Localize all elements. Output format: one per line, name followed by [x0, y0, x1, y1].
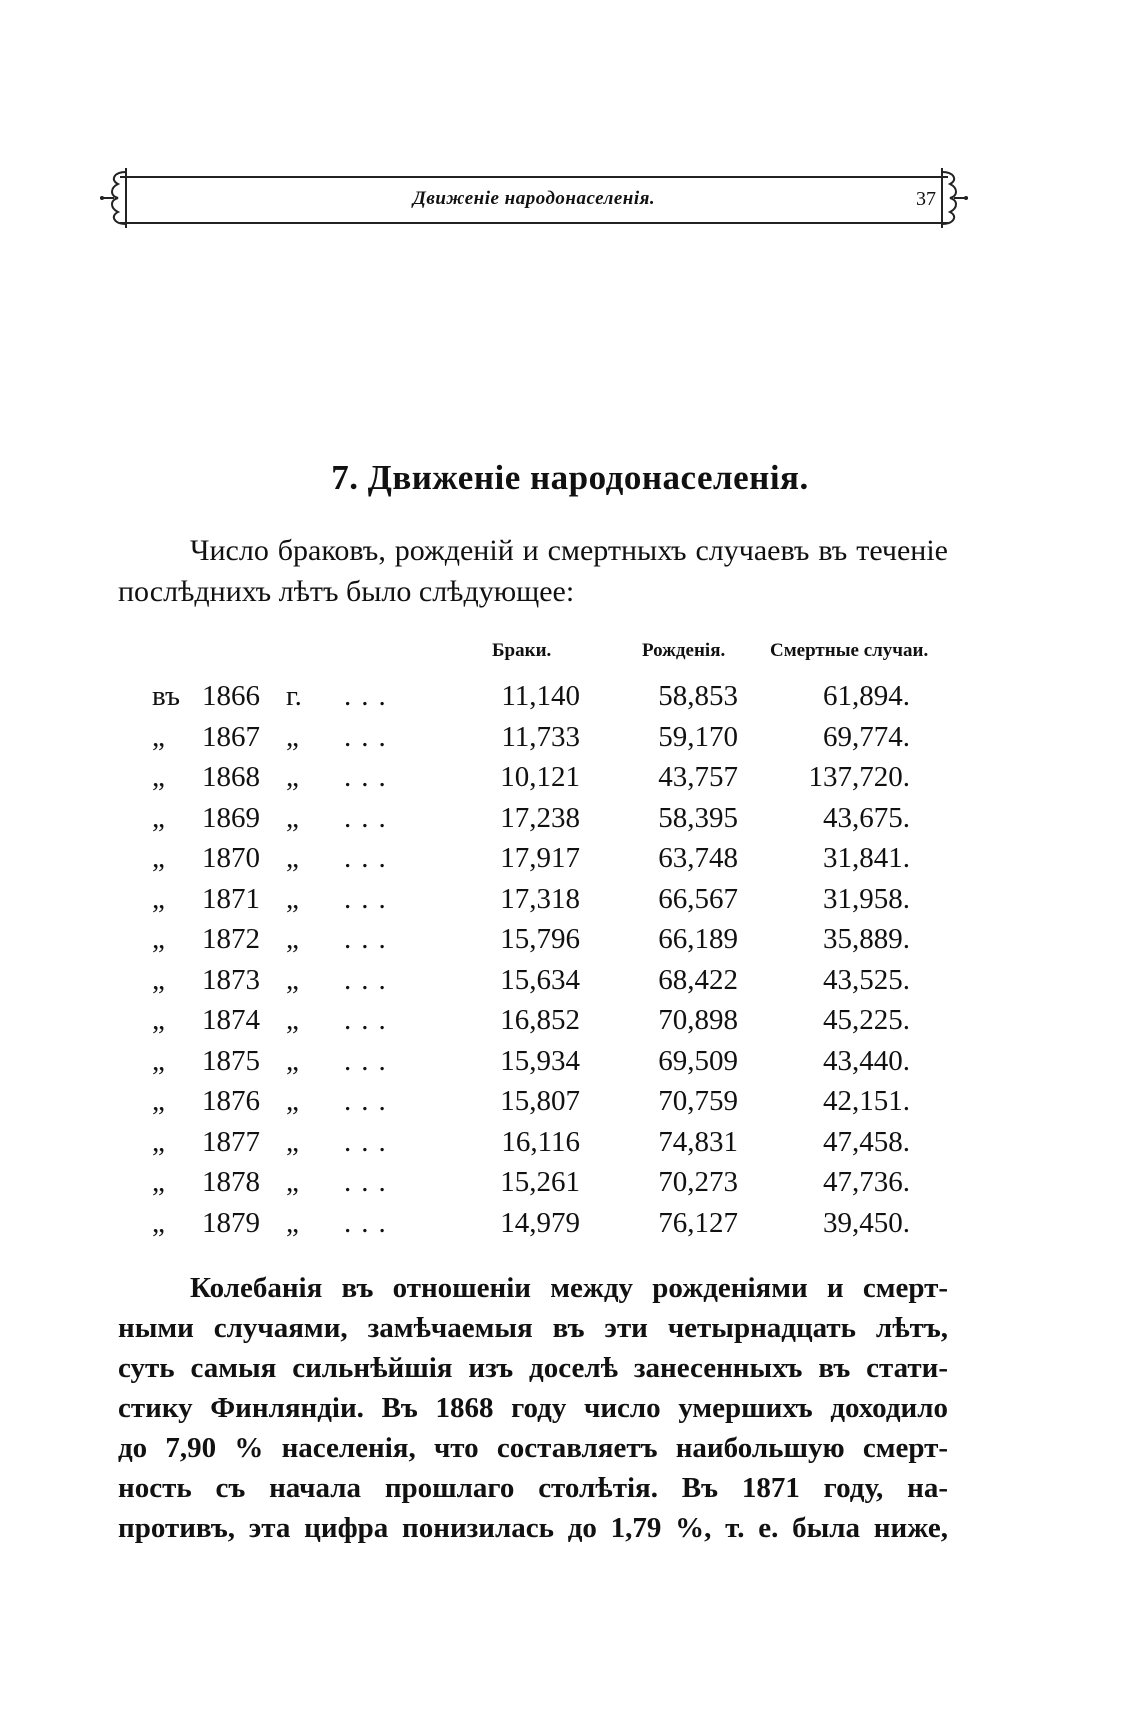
row-suffix: „	[286, 1125, 299, 1158]
row-marriages: 15,934	[500, 1044, 580, 1077]
row-marriages: 11,733	[501, 720, 580, 753]
row-year: 1879	[202, 1206, 260, 1239]
row-leader-dots: ...	[344, 882, 396, 915]
row-year: 1867	[202, 720, 260, 753]
row-suffix: „	[286, 1085, 299, 1117]
row-suffix: „	[286, 923, 299, 955]
row-year: 1872	[202, 923, 260, 955]
row-deaths: 42,151.	[823, 1085, 910, 1117]
row-deaths: 69,774.	[823, 720, 910, 753]
row-deaths: 39,450.	[823, 1206, 910, 1239]
body-line: до 7,90 % населенія, что составляетъ наибольшую смерт-	[118, 1432, 948, 1464]
row-leader-dots: ...	[344, 1085, 396, 1117]
row-deaths: 43,675.	[823, 801, 910, 834]
row-year: 1866	[202, 680, 260, 712]
row-prefix: „	[152, 1044, 165, 1077]
row-deaths: 45,225.	[823, 1004, 910, 1036]
row-leader-dots: ...	[344, 680, 396, 712]
row-prefix: „	[152, 761, 165, 793]
body-line: противъ, эта цифра понизилась до 1,79 %, т. е. была ниже,	[118, 1512, 948, 1544]
row-year: 1871	[202, 882, 260, 915]
body-line: ными случаями, замѣчаемыя въ эти четырнадцать лѣтъ,	[118, 1312, 948, 1344]
row-year: 1876	[202, 1085, 260, 1117]
row-births: 66,189	[658, 923, 738, 955]
row-suffix: „	[286, 882, 299, 915]
table-row	[0, 1000, 1140, 1040]
row-suffix: „	[286, 720, 299, 753]
body-paragraph	[118, 1268, 948, 1548]
column-header-births: Рожденія.	[642, 640, 726, 661]
row-marriages: 15,796	[500, 923, 580, 955]
row-leader-dots: ...	[344, 1125, 396, 1158]
row-births: 66,567	[658, 882, 738, 915]
row-births: 74,831	[658, 1125, 738, 1158]
row-year: 1868	[202, 761, 260, 793]
row-suffix: г.	[286, 680, 302, 712]
statistics-table	[0, 640, 1140, 1240]
row-suffix: „	[286, 963, 299, 996]
row-births: 70,759	[658, 1085, 738, 1117]
row-births: 59,170	[658, 720, 738, 753]
row-marriages: 17,238	[500, 801, 580, 834]
table-row	[0, 919, 1140, 959]
running-head	[96, 162, 972, 226]
row-births: 43,757	[658, 761, 738, 793]
row-prefix: „	[152, 720, 165, 753]
row-deaths: 47,736.	[823, 1166, 910, 1198]
row-births: 68,422	[658, 963, 738, 996]
body-line: стику Финляндіи. Въ 1868 году число умершихъ доходило	[118, 1392, 948, 1424]
row-leader-dots: ...	[344, 963, 396, 996]
column-header-marriages: Браки.	[492, 640, 552, 661]
row-prefix: „	[152, 1004, 165, 1036]
row-marriages: 15,807	[500, 1085, 580, 1117]
row-births: 69,509	[658, 1044, 738, 1077]
body-line: Колебанія въ отношеніи между рожденіями и смерт-	[190, 1272, 948, 1304]
row-deaths: 31,841.	[823, 842, 910, 874]
row-marriages: 17,318	[500, 882, 580, 915]
running-head-title: Движеніе народонаселенія.	[412, 188, 656, 209]
row-year: 1877	[202, 1125, 260, 1158]
row-leader-dots: ...	[344, 1166, 396, 1198]
row-prefix: „	[152, 1125, 165, 1158]
row-year: 1874	[202, 1004, 260, 1036]
row-year: 1870	[202, 842, 260, 874]
row-births: 63,748	[658, 842, 738, 874]
row-year: 1869	[202, 801, 260, 834]
table-row	[0, 1041, 1140, 1081]
row-births: 58,853	[658, 680, 738, 712]
table-row	[0, 1203, 1140, 1243]
row-prefix: „	[152, 801, 165, 834]
table-row	[0, 676, 1140, 716]
row-marriages: 16,116	[501, 1125, 580, 1158]
row-prefix: „	[152, 842, 165, 874]
row-suffix: „	[286, 842, 299, 874]
row-year: 1878	[202, 1166, 260, 1198]
row-leader-dots: ...	[344, 923, 396, 955]
table-row	[0, 960, 1140, 1000]
row-leader-dots: ...	[344, 761, 396, 793]
row-marriages: 15,261	[500, 1166, 580, 1198]
row-suffix: „	[286, 761, 299, 793]
row-year: 1873	[202, 963, 260, 996]
row-prefix: „	[152, 963, 165, 996]
row-prefix: „	[152, 1166, 165, 1198]
row-leader-dots: ...	[344, 1004, 396, 1036]
row-marriages: 15,634	[500, 963, 580, 996]
table-row	[0, 1162, 1140, 1202]
row-leader-dots: ...	[344, 842, 396, 874]
row-prefix: „	[152, 1085, 165, 1117]
row-suffix: „	[286, 1206, 299, 1239]
row-deaths: 43,440.	[823, 1044, 910, 1077]
table-row	[0, 879, 1140, 919]
body-line: ность съ начала прошлаго столѣтія. Въ 1871 году, на-	[118, 1472, 948, 1504]
table-row	[0, 1122, 1140, 1162]
row-suffix: „	[286, 1166, 299, 1198]
table-row	[0, 717, 1140, 757]
row-marriages: 10,121	[500, 761, 580, 793]
body-line: суть самыя сильнѣйшія изъ доселѣ занесенныхъ въ стати-	[118, 1352, 948, 1384]
table-row	[0, 798, 1140, 838]
intro-paragraph: Число браковъ, рожденій и смертныхъ случаевъ въ теченіе послѣднихъ лѣтъ было слѣдующее:	[118, 534, 948, 608]
row-births: 70,898	[658, 1004, 738, 1036]
row-marriages: 16,852	[500, 1004, 580, 1036]
row-suffix: „	[286, 1004, 299, 1036]
row-prefix: „	[152, 923, 165, 955]
row-suffix: „	[286, 801, 299, 834]
row-suffix: „	[286, 1044, 299, 1077]
row-year: 1875	[202, 1044, 260, 1077]
row-deaths: 61,894.	[823, 680, 910, 712]
row-births: 58,395	[658, 801, 738, 834]
page-number: 37	[916, 188, 936, 210]
column-header-deaths: Смертные случаи.	[770, 640, 929, 661]
row-prefix: въ	[152, 680, 180, 712]
row-prefix: „	[152, 1206, 165, 1239]
row-deaths: 35,889.	[823, 923, 910, 955]
row-births: 70,273	[658, 1166, 738, 1198]
section-heading: 7. Движеніе народонаселенія.	[331, 458, 809, 497]
row-deaths: 137,720.	[808, 761, 910, 793]
row-deaths: 31,958.	[823, 882, 910, 915]
row-leader-dots: ...	[344, 1044, 396, 1077]
row-deaths: 43,525.	[823, 963, 910, 996]
table-row	[0, 757, 1140, 797]
row-leader-dots: ...	[344, 801, 396, 834]
row-leader-dots: ...	[344, 720, 396, 753]
row-births: 76,127	[658, 1206, 738, 1239]
table-row	[0, 1081, 1140, 1121]
row-marriages: 17,917	[500, 842, 580, 874]
row-marriages: 14,979	[500, 1206, 580, 1239]
row-deaths: 47,458.	[823, 1125, 910, 1158]
row-leader-dots: ...	[344, 1206, 396, 1239]
row-marriages: 11,140	[501, 680, 580, 712]
table-row	[0, 838, 1140, 878]
row-prefix: „	[152, 882, 165, 915]
ornament-right-icon	[936, 162, 972, 234]
